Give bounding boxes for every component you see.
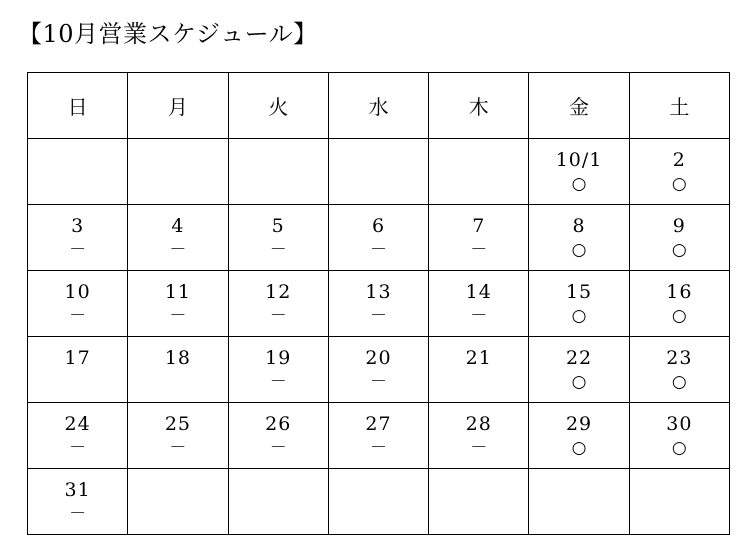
business-status-mark: － <box>269 372 287 392</box>
business-status-mark: － <box>470 438 488 458</box>
day-cell <box>629 403 729 469</box>
day-number: 20 <box>365 347 392 369</box>
day-cell <box>128 139 228 205</box>
day-number: 6 <box>371 215 386 237</box>
week-row <box>28 469 730 535</box>
business-status-mark: ○ <box>671 240 687 260</box>
weekday-header-wed: 水 <box>328 73 428 139</box>
day-cell <box>128 337 228 403</box>
business-status-mark: － <box>69 240 87 260</box>
day-number: 18 <box>164 347 192 369</box>
day-number: 13 <box>365 281 392 303</box>
business-status-mark: ○ <box>571 306 587 326</box>
day-cell <box>128 403 228 469</box>
day-number: 15 <box>565 281 593 303</box>
day-cell <box>128 205 228 271</box>
day-number: 30 <box>666 413 693 435</box>
day-cell <box>28 469 128 535</box>
day-number: 16 <box>666 281 693 303</box>
business-status-mark: － <box>369 372 387 392</box>
weekday-header-sat: 土 <box>629 73 729 139</box>
day-cell <box>228 205 328 271</box>
day-cell <box>529 271 629 337</box>
business-status-mark: ○ <box>571 438 587 458</box>
week-row <box>28 205 730 271</box>
day-cell <box>629 205 729 271</box>
business-status-mark: － <box>169 240 187 260</box>
day-cell <box>629 337 729 403</box>
week-row <box>28 403 730 469</box>
day-number: 28 <box>465 413 492 435</box>
business-status-mark: ○ <box>571 372 587 392</box>
week-row <box>28 139 730 205</box>
day-cell <box>28 139 128 205</box>
page-title: 【10月営業スケジュール】 <box>18 20 318 48</box>
day-cell <box>228 139 328 205</box>
day-number: 4 <box>171 215 185 237</box>
day-cell <box>629 271 729 337</box>
day-cell <box>328 337 428 403</box>
business-status-mark: － <box>470 306 488 326</box>
business-status-mark: ○ <box>571 174 587 194</box>
business-status-mark: － <box>269 240 287 260</box>
day-cell <box>529 205 629 271</box>
day-number: 9 <box>672 215 686 237</box>
day-cell <box>429 205 529 271</box>
day-number: 5 <box>271 215 285 237</box>
business-status-mark: ○ <box>671 174 687 194</box>
day-number: 31 <box>64 479 91 501</box>
day-cell <box>28 271 128 337</box>
business-status-mark: － <box>269 306 287 326</box>
business-status-mark: － <box>369 240 387 260</box>
day-number: 22 <box>565 347 593 369</box>
day-number: 21 <box>465 347 492 369</box>
day-cell <box>228 469 328 535</box>
business-status-mark: － <box>369 438 387 458</box>
day-cell <box>328 271 428 337</box>
day-cell <box>28 205 128 271</box>
day-cell <box>228 337 328 403</box>
day-number: 2 <box>672 149 686 171</box>
business-status-mark: ○ <box>671 438 687 458</box>
day-cell <box>429 403 529 469</box>
business-status-mark: － <box>69 306 87 326</box>
day-cell <box>429 271 529 337</box>
business-status-mark: ○ <box>571 240 587 260</box>
weekday-header-sun: 日 <box>28 73 128 139</box>
day-cell <box>328 403 428 469</box>
business-status-mark: － <box>69 438 87 458</box>
day-cell <box>228 271 328 337</box>
day-cell <box>529 139 629 205</box>
day-cell <box>28 403 128 469</box>
day-cell <box>128 469 228 535</box>
business-status-mark: － <box>269 438 287 458</box>
day-number: 26 <box>265 413 292 435</box>
weekday-header-tue: 火 <box>228 73 328 139</box>
day-cell <box>328 469 428 535</box>
business-status-mark: － <box>470 240 488 260</box>
day-number: 23 <box>666 347 693 369</box>
day-number: 25 <box>164 413 192 435</box>
day-cell <box>328 205 428 271</box>
day-number: 10/1 <box>555 149 603 171</box>
day-number: 11 <box>164 281 192 303</box>
day-number: 14 <box>465 281 492 303</box>
day-number: 27 <box>365 413 392 435</box>
day-cell <box>529 403 629 469</box>
day-cell <box>128 271 228 337</box>
day-number: 7 <box>472 215 486 237</box>
weekday-header-row <box>28 73 730 139</box>
business-status-mark: ○ <box>671 306 687 326</box>
business-status-mark: ○ <box>671 372 687 392</box>
weekday-header-thu: 木 <box>429 73 529 139</box>
business-status-mark: － <box>369 306 387 326</box>
weekday-header-mon: 月 <box>128 73 228 139</box>
day-number: 29 <box>565 413 593 435</box>
day-cell <box>228 403 328 469</box>
day-cell <box>629 469 729 535</box>
day-cell <box>529 337 629 403</box>
day-number: 10 <box>64 281 91 303</box>
day-cell <box>629 139 729 205</box>
day-cell <box>429 469 529 535</box>
day-cell <box>429 337 529 403</box>
business-status-mark: － <box>169 438 187 458</box>
day-number: 12 <box>265 281 292 303</box>
business-status-mark: － <box>169 306 187 326</box>
business-status-mark: － <box>69 504 87 524</box>
day-number: 3 <box>71 215 85 237</box>
day-cell <box>429 139 529 205</box>
week-row <box>28 337 730 403</box>
day-cell <box>328 139 428 205</box>
day-cell <box>28 337 128 403</box>
day-number: 24 <box>64 413 91 435</box>
day-cell <box>529 469 629 535</box>
week-row <box>28 271 730 337</box>
day-number: 8 <box>572 215 586 237</box>
day-number: 19 <box>265 347 292 369</box>
day-number: 17 <box>64 347 91 369</box>
schedule-calendar <box>27 72 730 535</box>
weekday-header-fri: 金 <box>529 73 629 139</box>
